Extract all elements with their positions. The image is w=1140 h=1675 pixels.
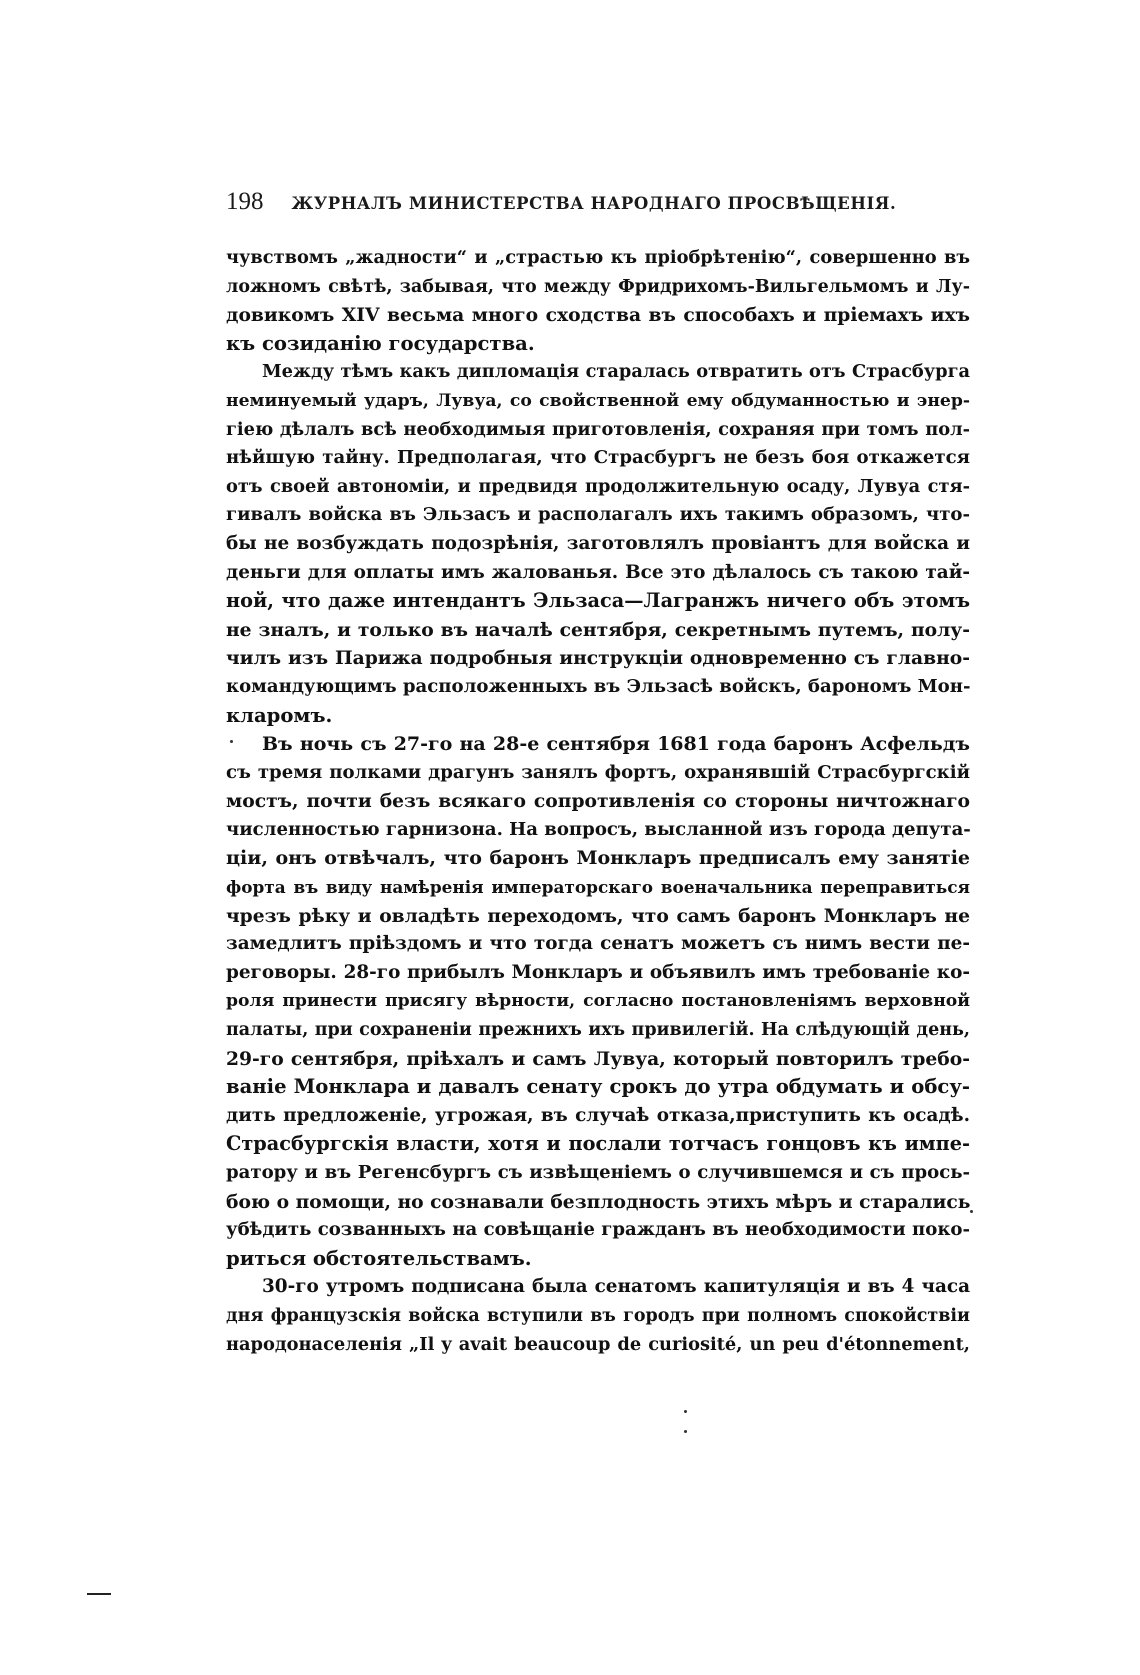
text-line: довикомъ XIV весьма много сходства въ способахъ и пріемахъ ихъ xyxy=(226,304,970,327)
journal-title: ЖУРНАЛЪ МИНИСТЕРСТВА НАРОДНАГО ПРОСВѢЩЕНІЯ. xyxy=(291,194,897,213)
text-line: гивалъ войска въ Эльзасъ и располагалъ ихъ такимъ образомъ, что- xyxy=(226,504,970,526)
text-line: Между тѣмъ какъ дипломація старалась отвратить отъ Страсбурга xyxy=(262,361,970,383)
scan-speck xyxy=(684,1430,687,1433)
text-line: численностью гарнизона. На вопросъ, высланной изъ города депута- xyxy=(226,818,971,840)
text-line: палаты, при сохраненіи прежнихъ ихъ привилегій. На слѣдующій день, xyxy=(226,1020,970,1041)
text-line: Страсбургскія власти, хотя и послали тотчасъ гонцовъ къ импе- xyxy=(226,1132,970,1156)
text-line: 30-го утромъ подписана была сенатомъ капитуляція и въ 4 часа xyxy=(262,1276,970,1298)
text-line: мостъ, почти безъ всякаго сопротивленія со стороны ничтожнаго xyxy=(226,790,970,813)
text-line: деньги для оплаты имъ жалованья. Все это дѣлалось съ такою тай- xyxy=(226,561,970,583)
text-line: не зналъ, и только въ началѣ сентября, секретнымъ путемъ, полу- xyxy=(226,618,970,641)
text-line: реговоры. 28-го прибылъ Монкларъ и объявилъ имъ требованіе ко- xyxy=(226,961,970,983)
text-line: бою о помощи, но сознавали безплодность этихъ мѣръ и старались xyxy=(226,1190,971,1213)
text-line: командующимъ расположенныхъ въ Эльзасѣ войскъ, барономъ Мон- xyxy=(226,675,971,697)
text-line: кларомъ. xyxy=(226,703,333,727)
text-line: неминуемый ударъ, Лувуа, со свойственной ему обдуманностью и энер- xyxy=(226,390,970,411)
text-line: дить предложеніе, угрожая, въ случаѣ отказа,приступить къ осадѣ. xyxy=(226,1104,970,1126)
scan-speck xyxy=(684,1410,687,1413)
text-line: отъ своей автономіи, и предвидя продолжительную осаду, Лувуа стя- xyxy=(226,475,970,497)
body-text xyxy=(226,244,970,1359)
text-line: ложномъ свѣтѣ, забывая, что между Фридрихомъ-Вильгельмомъ и Лу- xyxy=(226,276,970,297)
page-number: 198 xyxy=(226,188,264,215)
scan-speck xyxy=(970,1210,973,1213)
text-line: ваніе Монклара и давалъ сенату срокъ до утра обдумать и обсу- xyxy=(226,1075,970,1099)
text-line: бы не возбуждать подозрѣнія, заготовлялъ провіантъ для войска и xyxy=(226,532,970,554)
scan-speck xyxy=(230,740,233,743)
text-line: съ тремя полками драгунъ занялъ фортъ, охранявшій Страсбургскій xyxy=(226,761,970,783)
text-line: убѣдить созванныхъ на совѣщаніе гражданъ въ необходимости поко- xyxy=(226,1219,970,1241)
text-line: къ созиданію государства. xyxy=(226,331,535,355)
text-line: ратору и въ Регенсбургъ съ извѣщеніемъ о случившемся и съ прось- xyxy=(226,1162,970,1183)
text-line: ціи, онъ отвѣчалъ, что баронъ Монкларъ предписалъ ему занятіе xyxy=(226,847,970,870)
text-line: 29-го сентября, пріѣхалъ и самъ Лувуа, который повторилъ требо- xyxy=(226,1047,970,1070)
running-head xyxy=(226,188,976,222)
text-line: замедлитъ пріѣздомъ и что тогда сенатъ можетъ съ нимъ вести пе- xyxy=(226,933,970,955)
text-line: народонаселенія „Il y avait beaucoup de curiosité, un peu d'étonnement, xyxy=(226,1333,970,1355)
scan-rule-mark xyxy=(87,1593,111,1595)
text-line: нѣйшую тайну. Предполагая, что Страсбургъ не безъ боя откажется xyxy=(226,447,970,469)
text-line: роля принести присягу вѣрности, согласно постановленіямъ верховной xyxy=(226,991,970,1012)
text-line: дня французскія войска вступили въ городъ при полномъ спокойствіи xyxy=(226,1305,970,1326)
text-line: чилъ изъ Парижа подробныя инструкціи одновременно съ главно- xyxy=(226,647,970,670)
text-line: форта въ виду намѣренія императорскаго военачальника переправиться xyxy=(226,877,970,898)
text-line: Въ ночь съ 27-го на 28-е сентября 1681 года баронъ Асфельдъ xyxy=(262,733,970,756)
text-line: чувствомъ „жадности“ и „страстью къ пріобрѣтенію“, совершенно въ xyxy=(226,247,970,268)
text-line: гіею дѣлалъ всѣ необходимыя приготовленія, сохраняя при томъ пол- xyxy=(226,418,970,440)
text-line: риться обстоятельствамъ. xyxy=(226,1246,532,1270)
text-line: ной, что даже интендантъ Эльзаса—Лагранжъ ничего объ этомъ xyxy=(226,589,970,613)
text-line: чрезъ рѣку и овладѣть переходомъ, что самъ баронъ Монкларъ не xyxy=(226,904,970,927)
